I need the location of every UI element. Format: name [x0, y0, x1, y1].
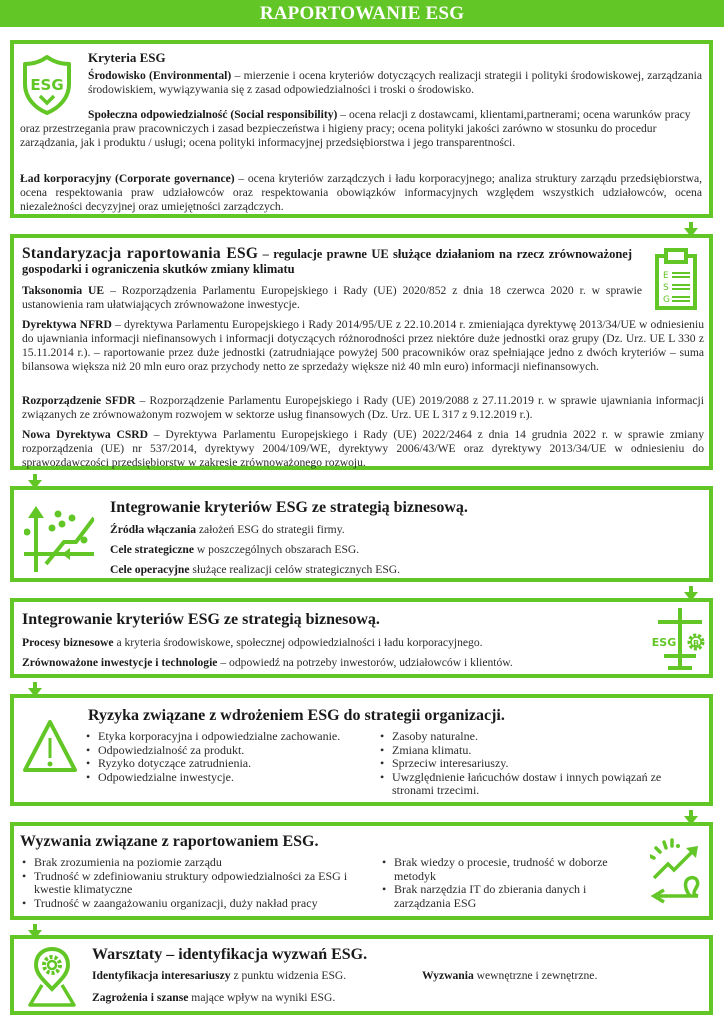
- svg-text:ESG: ESG: [651, 636, 677, 649]
- challenges-list-left: [20, 856, 360, 910]
- section-standardization: [10, 234, 713, 470]
- risks-list-right: [378, 730, 688, 798]
- list-item: • Brak wiedzy o procesie, trudność w doborze metodyk: [380, 856, 640, 883]
- regulation-taxonomy: Taksonomia UE – Rozporządzenia Parlamentu Europejskiego i Rady (UE) 2020/852 z dnia 18 czerwca 2020 r. w sprawie ustanowienia ram ułatwiających zrównoważone inwestycje.: [22, 284, 642, 311]
- svg-text:B: B: [692, 639, 700, 648]
- scale-esg-icon: [650, 608, 710, 672]
- list-item: • Sprzeciw interesariuszy.: [378, 757, 688, 771]
- list-item: • Trudność w zdefiniowaniu struktury odpowiedzialności za ESG i kwestie klimatyczne: [20, 870, 360, 897]
- section-title: Ryzyka związane z wdrożeniem ESG do strategii organizacji.: [88, 707, 505, 724]
- regulation-csrd: Nowa Dyrektywa CSRD – Dyrektywa Parlamentu Europejskiego i Rady (UE) 2022/2464 z dnia 14 grudnia 2022 r. w sprawie zmiany rozporządzenia (UE) nr 537/2014, dyrektywy 2004/109/WE, dyrektywy 2006/43/WE oraz dyrektywy 2013/34/UE w odniesieniu do sprawozdawczości przedsiębiorstw w zakresie zrównoważonego rozwoju.: [22, 428, 704, 469]
- list-item: Zrównoważone inwestycje i technologie – odpowiedź na potrzeby inwestorów, udziałowców i klientów.: [22, 656, 513, 669]
- list-item: • Etyka korporacyjna i odpowiedzialne zachowanie.: [84, 730, 374, 744]
- regulation-sfdr: Rozporządzenie SFDR – Rozporządzenie Parlamentu Europejskiego i Rady (UE) 2019/2088 z 27.11.2019 r. w sprawie ujawniania informacji związanych ze zrównoważonym rozwojem w sektorze usług finansowych (Dz. Urz. UE L 317 z 9.12.2019 r.).: [22, 394, 704, 421]
- section-title: Integrowanie kryteriów ESG ze strategią biznesową.: [110, 499, 468, 516]
- chart-scatter-icon: [24, 502, 94, 572]
- warning-icon: [22, 718, 78, 774]
- growth-route-icon: [650, 836, 704, 906]
- list-item: • Zmiana klimatu.: [378, 744, 688, 758]
- list-item: • Brak narzędzia IT do zbierania danych i zarządzania ESG: [380, 883, 640, 910]
- list-item: Wyzwania wewnętrzne i zewnętrzne.: [422, 969, 598, 982]
- svg-text:E: E: [663, 271, 669, 281]
- list-item: Cele strategiczne w poszczególnych obszarach ESG.: [110, 543, 360, 556]
- section-title: Warsztaty – identyfikacja wyzwań ESG.: [92, 946, 368, 963]
- list-item: • Ryzyko dotyczące zatrudnienia.: [84, 757, 374, 771]
- criteria-environmental: Środowisko (Environmental) – mierzenie i ocena kryteriów dotyczących realizacji strategii i polityki środowiskowej, zarządzania środowiskiem, wywiązywania się z zasad odpowiedzialności i troski o środowisko.: [88, 69, 702, 96]
- list-item: • Zasoby naturalne.: [378, 730, 688, 744]
- list-item: • Odpowiedzialne inwestycje.: [84, 771, 374, 785]
- location-gear-icon: [24, 945, 80, 1009]
- svg-text:ESG: ESG: [30, 76, 64, 94]
- list-item: • Brak zrozumienia na poziomie zarządu: [20, 856, 360, 870]
- section-business-processes: [10, 598, 713, 678]
- risks-list-left: [84, 730, 374, 784]
- section-esg-criteria: [10, 40, 713, 218]
- shield-esg-icon: [20, 54, 74, 116]
- section-risks: [10, 694, 713, 806]
- list-item: • Uwzględnienie łańcuchów dostaw i innych powiązań ze stronami trzecimi.: [378, 771, 688, 798]
- list-item: Zagrożenia i szanse mające wpływ na wyniki ESG.: [92, 991, 336, 1004]
- section-workshops: [10, 935, 713, 1015]
- list-item: Źródła włączania założeń ESG do strategii firmy.: [110, 523, 345, 536]
- section-title: Kryteria ESG: [88, 50, 166, 65]
- challenges-list-right: [380, 856, 640, 910]
- svg-text:S: S: [663, 283, 669, 293]
- svg-text:G: G: [663, 295, 670, 305]
- page-header: [0, 0, 724, 27]
- criteria-social: Społeczna odpowiedzialność (Social responsibility) – ocena relacji z dostawcami, klientami,partnerami; ocena warunków pracy oraz przestrzegania praw pracowniczych i zasad bezpieczeństwa i higieny pracy; ocena polityki jakości zarówno w stosunku do procedur zarządzania, jak i produktu / usługi; ocena polityki informacyjnej przedsiębiorstwa i jego transparentności.: [20, 108, 691, 149]
- section-title: Integrowanie kryteriów ESG ze strategią biznesową.: [22, 611, 380, 628]
- section-title: Standaryzacja raportowania ESG – regulacje prawne UE służące działaniom na rzecz zrównoważonej gospodarki i ograniczenia skutków zmiany klimatu: [22, 245, 633, 276]
- list-item: • Odpowiedzialność za produkt.: [84, 744, 374, 758]
- list-item: Procesy biznesowe a kryteria środowiskowe, społecznej odpowiedzialności i ładu korporacyjnego.: [22, 636, 483, 649]
- section-challenges: [10, 822, 713, 920]
- section-title: Wyzwania związane z raportowaniem ESG.: [20, 833, 319, 850]
- clipboard-esg-icon: [654, 248, 698, 310]
- page-title: RAPORTOWANIE ESG: [259, 3, 465, 24]
- list-item: Identyfikacja interesariuszy z punktu widzenia ESG.: [92, 969, 347, 982]
- list-item: • Trudność w zaangażowaniu organizacji, duży nakład pracy: [20, 897, 360, 911]
- list-item: Cele operacyjne służące realizacji celów strategicznych ESG.: [110, 563, 401, 576]
- regulation-nfrd: Dyrektywa NFRD – dyrektywa Parlamentu Europejskiego i Rady 2014/95/UE z 22.10.2014 r. zmieniająca dyrektywę 2013/34/UE w odniesieniu do ujawniania informacji niefinansowych i informacji dotyczących różnorodności przez niektóre duże jednostki oraz grupy (Dz. Urz. UE L 330 z 15.11.2014 r.). – raportowanie przez duże jednostki (zatrudniające powyżej 500 pracowników oraz spełniające jedno z dwóch kryteriów – suma bilansowa większa niż 20 mln euro oraz przychody netto ze sprzedaży większe niż 40 mln euro) informacji niefinansowych.: [22, 318, 704, 373]
- criteria-governance: Ład korporacyjny (Corporate governance) – ocena kryteriów zarządczych i ładu korporacyjnego; analiza struktury zarządu przedsiębiorstwa, ocena respektowania praw udziałowców oraz respektowania obowiązków informacyjnych względem wszystkich udziałowców, ocena niezależności decyzyjnej oraz umiejętności zarządczych.: [20, 172, 703, 213]
- section-integration-strategy: [10, 486, 713, 582]
